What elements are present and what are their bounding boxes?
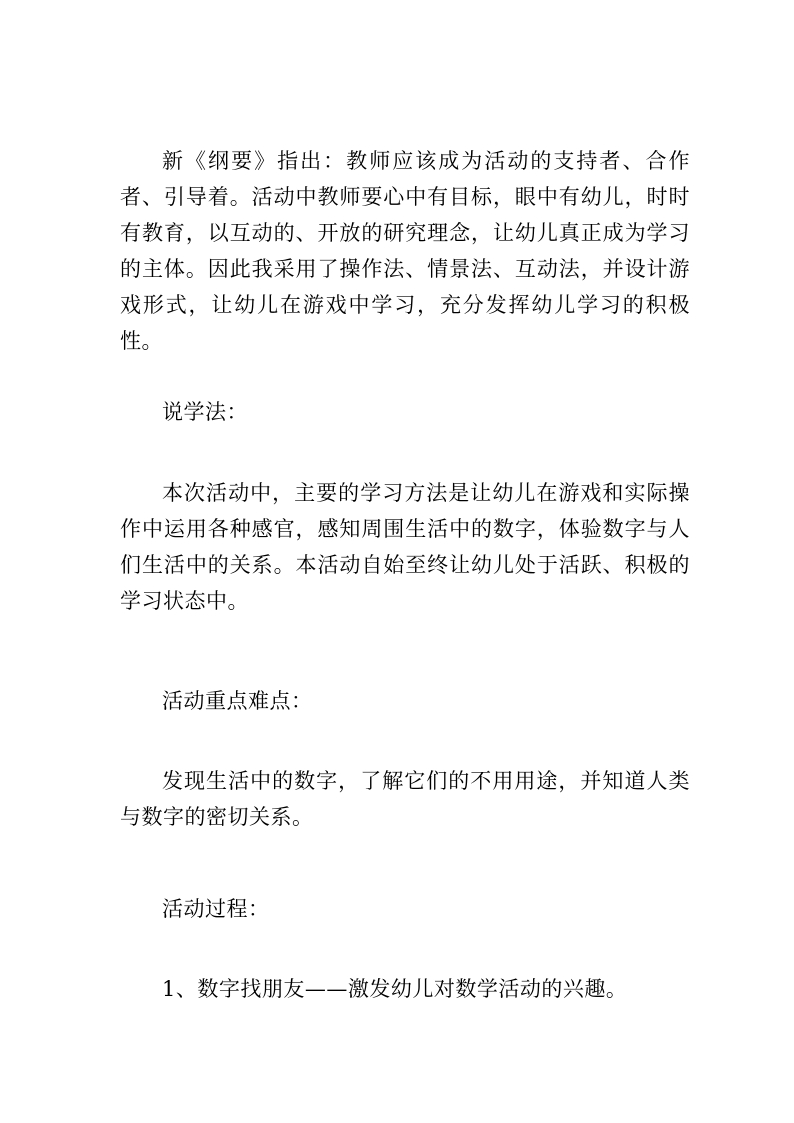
paragraph-process-step-1: 1、数字找朋友——激发幼儿对数学活动的兴趣。 [162,977,628,1001]
heading-activity-process: 活动过程： [162,897,270,921]
paragraph-teaching-method: 新《纲要》指出：教师应该成为活动的支持者、合作者、引导着。活动中教师要心中有目标，眼中有幼儿，时时有教育，以互动的、开放的研究理念，让幼儿真正成为学习的主体。因此我采用了操作法、情景法、互动法，并设计游戏形式，让幼儿在游戏中学习，充分发挥幼儿学习的积极性。 [120,149,690,353]
heading-learning-method: 说学法： [162,400,248,424]
paragraph-key-points: 发现生活中的数字，了解它们的不用用途，并知道人类与数字的密切关系。 [120,769,690,829]
heading-key-points: 活动重点难点： [162,689,313,713]
paragraph-learning-method: 本次活动中，主要的学习方法是让幼儿在游戏和实际操作中运用各种感官，感知周围生活中的数字，体验数字与人们生活中的关系。本活动自始至终让幼儿处于活跃、积极的学习状态中。 [120,481,690,613]
